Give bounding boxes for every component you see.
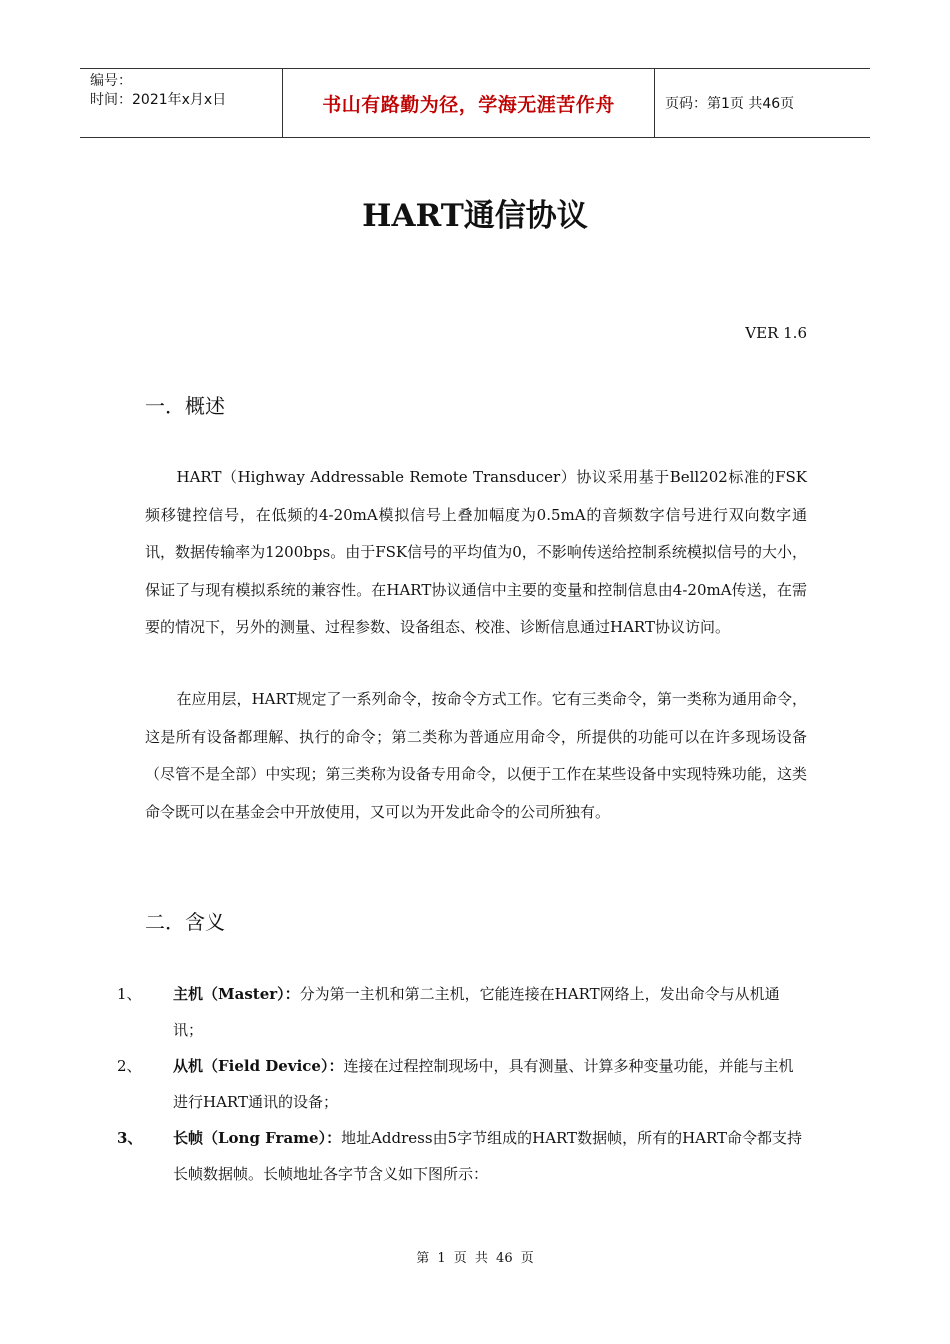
definition-term: 从机（Field Device）： — [173, 1057, 344, 1075]
definition-number: 3、 — [117, 1129, 143, 1147]
page-footer: 第 1 页 共 46 页 — [416, 1251, 534, 1266]
section-heading-definitions: 二．含义 — [145, 910, 225, 934]
document-title: HART通信协议 — [362, 198, 588, 234]
number-label: 编号： — [90, 73, 132, 89]
version-label: VER 1.6 — [745, 324, 807, 342]
definition-number: 2、 — [117, 1057, 142, 1075]
header-motto-cell — [282, 69, 655, 137]
definition-item-long-frame — [117, 1120, 807, 1192]
definition-item-field-device — [117, 1048, 807, 1120]
header-left-cell — [80, 69, 282, 137]
overview-paragraph-1: HART（Highway Addressable Remote Transducer）协议采用基于Bell202标准的FSK频移键控信号，在低频的4-20mA模拟信号上叠加幅度为0.5mA的音频数字信号进行双向数字通讯，数据传输率为1200bps。由于FSK信号的平均值为0，不影响传送给控制系统模拟信号的大小，保证了与现有模拟系统的兼容性。在HART协议通信中主要的变量和控制信息由4-20mA传送，在需要的情况下，另外的测量、过程参数、设备组态、校准、诊断信息通过HART协议访问。 — [145, 468, 807, 636]
definition-desc: 分为第一主机和第二主机，它能连接在HART网络上，发出命令与从机通讯； — [173, 985, 780, 1039]
document-header — [80, 68, 870, 138]
header-page-info: 页码：第1页 共46页 — [665, 96, 795, 112]
time-label: 时间：2021年x月x日 — [90, 92, 227, 108]
definition-term: 主机（Master）： — [173, 985, 300, 1003]
section-heading-overview: 一．概述 — [145, 394, 225, 418]
definition-number: 1、 — [117, 985, 142, 1003]
definition-desc: 地址Address由5字节组成的HART数据帧，所有的HART命令都支持长帧数据帧。长帧地址各字节含义如下图所示： — [173, 1129, 803, 1183]
overview-paragraph-2: 在应用层，HART规定了一系列命令，按命令方式工作。它有三类命令，第一类称为通用命令，这是所有设备都理解、执行的命令；第二类称为普通应用命令，所提供的功能可以在许多现场设备（尽管不是全部）中实现；第三类称为设备专用命令，以便于工作在某些设备中实现特殊功能，这类命令既可以在基金会中开放使用，又可以为开发此命令的公司所独有。 — [145, 690, 807, 821]
definition-desc: 连接在过程控制现场中，具有测量、计算多种变量功能，并能与主机进行HART通讯的设备； — [173, 1057, 794, 1111]
definition-item-master — [117, 976, 807, 1048]
header-motto: 书山有路勤为径，学海无涯苦作舟 — [322, 93, 615, 116]
definition-term: 长帧（Long Frame）： — [173, 1129, 342, 1147]
